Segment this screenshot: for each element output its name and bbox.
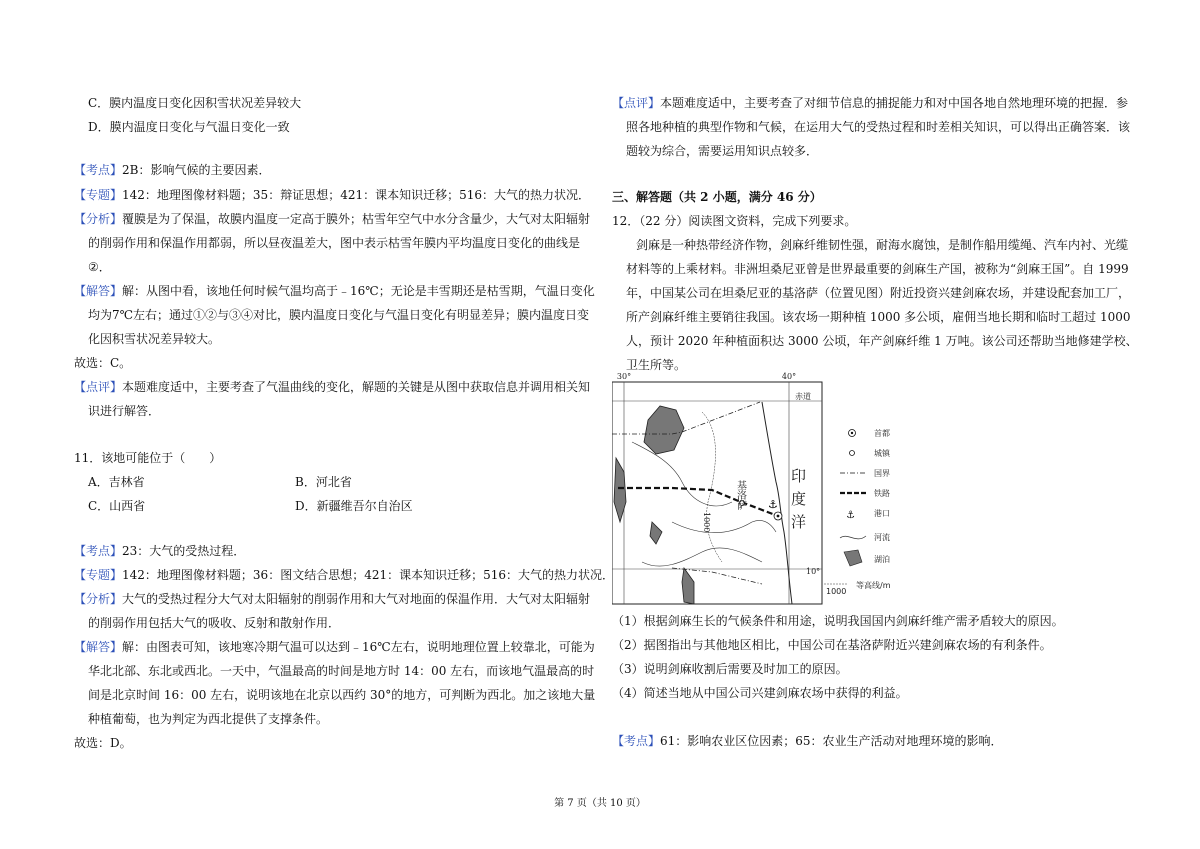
legend-town-symbol bbox=[850, 451, 855, 456]
q11-option-b: B．河北省 bbox=[295, 475, 352, 489]
central-railway bbox=[618, 488, 778, 516]
q12-sub3: （3）说明剑麻收割后需要及时加工的原因。 bbox=[612, 662, 848, 676]
q11-kaodian bbox=[74, 542, 245, 560]
q11-jieda bbox=[74, 638, 595, 656]
q11-jieda-line2: 华北北部、东北或西北。一天中，气温最高的时间是地方时 14：00 左右，而该地气温最高的时 bbox=[88, 664, 595, 678]
q12-para-line6: 卫生所等。 bbox=[626, 358, 687, 372]
jieda-tag: 【解答】 bbox=[74, 284, 123, 298]
label-equator: 赤道 bbox=[795, 392, 811, 401]
q10-option-c: C．膜内温度日变化因积雪状况差异较大 bbox=[88, 96, 302, 110]
dianping-text-1: 本题难度适中，主要考查了对细节信息的捕捉能力和对中国各地自然地理环境的把握．参 bbox=[660, 96, 1129, 110]
port-icon: ⚓ bbox=[768, 498, 778, 511]
q11-dianping-line2: 照各地种植的典型作物和气候，在运用大气的受热过程和时差相关知识，可以得出正确答案．该 bbox=[626, 120, 1131, 134]
legend-border: 国界 bbox=[874, 469, 890, 478]
q12-sub1: （1）根据剑麻生长的气候条件和用途，说明我国国内剑麻纤维产需矛盾较大的原因。 bbox=[612, 614, 1064, 628]
q12-sub2: （2）据图指出与其他地区相比，中国公司在基洛萨附近兴建剑麻农场的有利条件。 bbox=[612, 638, 1052, 652]
kaodian-text: 61：影响农业区位因素；65：农业生产活动对地理环境的影响． bbox=[660, 734, 1003, 748]
q11-option-c: C．山西省 bbox=[88, 499, 146, 513]
lake-malawi bbox=[682, 568, 694, 604]
q12-para-line4: 所产剑麻纤维主要销往我国。该农场一期种植 1000 多公顷，雇佣当地长期和临时工超过 1000 bbox=[626, 310, 1131, 324]
label-contour-1000: 1000 bbox=[702, 512, 711, 533]
dianping-tag: 【点评】 bbox=[612, 96, 661, 110]
q10-zhuanti bbox=[74, 186, 590, 204]
zhuanti-text: 142：地理图像材料题；36：图文结合思想；421：课本知识迁移；516：大气的热力状况． bbox=[122, 568, 615, 582]
q11-fenxi bbox=[74, 590, 590, 608]
label-indian-ocean: 印度洋 bbox=[789, 468, 807, 537]
zhuanti-text: 142：地理图像材料题；35：辩证思想；421：课本知识迁移；516：大气的热力状况． bbox=[122, 188, 591, 202]
q10-jieda-line3: 化因积雪状况差异较大。 bbox=[88, 332, 221, 346]
section-heading: 三、解答题（共 2 小题，满分 46 分） bbox=[612, 190, 822, 204]
q10-option-d: D．膜内温度日变化与气温日变化一致 bbox=[88, 120, 290, 134]
q10-jieda-line2: 均为7℃左右；通过①②与③④对比，膜内温度日变化与气温日变化有明显差异；膜内温度日变 bbox=[88, 308, 590, 322]
q10-dianping bbox=[74, 378, 590, 396]
q12-sub4: （4）简述当地从中国公司兴建剑麻农场中获得的利益。 bbox=[612, 686, 908, 700]
kaodian-tag: 【考点】 bbox=[74, 163, 123, 177]
legend-town: 城镇 bbox=[874, 449, 890, 458]
q11-option-a: A．吉林省 bbox=[88, 475, 145, 489]
q10-dianping-line2: 识进行解答． bbox=[88, 404, 161, 418]
legend-lake: 湖泊 bbox=[874, 555, 890, 564]
fenxi-text-1: 大气的受热过程分大气对太阳辐射的削弱作用和大气对地面的保温作用．大气对太阳辐射 bbox=[122, 592, 591, 606]
fenxi-tag: 【分析】 bbox=[74, 592, 123, 606]
legend-contour: 等高线/m bbox=[856, 581, 891, 590]
label-lat-10: 10° bbox=[806, 567, 821, 576]
dianping-tag: 【点评】 bbox=[74, 380, 123, 394]
tanzania-map bbox=[612, 372, 902, 606]
river-2 bbox=[672, 520, 776, 532]
q11-dianping-line3: 题较为综合，需要运用知识点较多． bbox=[626, 144, 819, 158]
q11-dianping bbox=[612, 94, 1128, 112]
legend-port: 港口 bbox=[874, 509, 890, 518]
legend-railway: 铁路 bbox=[874, 489, 890, 498]
map-legend bbox=[824, 428, 891, 596]
q11-fenxi-line2: 的削弱作用包括大气的吸收、反射和散射作用． bbox=[88, 616, 341, 630]
q11-stem: 11．该地可能位于（ ） bbox=[74, 451, 222, 465]
fenxi-text-1: 覆膜是为了保温，故膜内温度一定高于膜外；枯雪年空气中水分含量少，大气对太阳辐射 bbox=[122, 212, 591, 226]
legend-lake-symbol bbox=[844, 550, 862, 566]
q12-para-line3: 年，中国某公司在坦桑尼亚的基洛萨（位置见图）附近投资兴建剑麻农场，并建设配套加工厂， bbox=[626, 286, 1131, 300]
legend-contour-value: 1000 bbox=[826, 587, 847, 596]
q10-answer: 故选：C。 bbox=[74, 356, 132, 370]
page-footer: 第 7 页（共 10 页） bbox=[554, 798, 646, 809]
q11-jieda-line3: 间是北京时间 16：00 左右，说明该地在北京以西约 30°的地方，可判断为西北。加之该地大量 bbox=[88, 688, 596, 702]
jieda-text-1: 解：从图中看，该地任何时候气温均高于﹣16℃；无论是丰雪期还是枯雪期，气温日变化 bbox=[122, 284, 595, 298]
kaodian-tag: 【考点】 bbox=[612, 734, 661, 748]
jieda-tag: 【解答】 bbox=[74, 640, 123, 654]
zhuanti-tag: 【专题】 bbox=[74, 568, 123, 582]
q11-option-d: D．新疆维吾尔自治区 bbox=[295, 499, 413, 513]
fenxi-tag: 【分析】 bbox=[74, 212, 123, 226]
q12-para-line5: 人，预计 2020 年种植面积达 3000 公顷，年产剑麻纤维 1 万吨。该公司还帮助当地修建学校、 bbox=[626, 334, 1138, 348]
legend-capital: 首都 bbox=[874, 429, 890, 438]
river-3 bbox=[642, 548, 762, 566]
river-1 bbox=[632, 442, 732, 506]
capital-dot bbox=[777, 515, 780, 518]
q12-para-line2: 材料等的上乘材料。非洲坦桑尼亚曾是世界最重要的剑麻生产国，被称为“剑麻王国”。自 1999 bbox=[626, 262, 1129, 276]
legend-capital-dot bbox=[851, 432, 853, 434]
contour-1000 bbox=[702, 412, 722, 562]
q11-answer: 故选：D。 bbox=[74, 736, 132, 750]
jieda-text-1: 解：由图表可知，该地寒冷期气温可以达到﹣16℃左右，说明地理位置上较靠北，可能为 bbox=[122, 640, 595, 654]
legend-river: 河流 bbox=[874, 533, 890, 542]
q11-jieda-line4: 种植葡萄，也为判定为西北提供了支撑条件。 bbox=[88, 712, 329, 726]
border-north bbox=[612, 402, 760, 434]
q10-jieda bbox=[74, 282, 595, 300]
kaodian-tag: 【考点】 bbox=[74, 544, 123, 558]
q10-fenxi bbox=[74, 210, 590, 228]
kaodian-text: 2B：影响气候的主要因素． bbox=[122, 163, 271, 177]
legend-river-symbol bbox=[840, 536, 866, 539]
q11-zhuanti bbox=[74, 566, 614, 584]
label-lon-30: 30° bbox=[616, 372, 632, 381]
q10-fenxi-line3: ②． bbox=[88, 260, 111, 274]
q12-para-line1: 剑麻是一种热带经济作物，剑麻纤维韧性强，耐海水腐蚀，是制作船用缆绳、汽车内衬、光缆 bbox=[636, 238, 1129, 252]
kaodian-text: 23：大气的受热过程． bbox=[122, 544, 246, 558]
q12-kaodian bbox=[612, 732, 1003, 750]
q10-kaodian bbox=[74, 161, 270, 179]
label-lon-40: 40° bbox=[781, 372, 797, 381]
lake-victoria bbox=[644, 406, 684, 454]
legend-port-icon: ⚓ bbox=[846, 510, 855, 521]
lake-rukwa bbox=[650, 522, 662, 544]
dianping-text-1: 本题难度适中，主要考查了气温曲线的变化，解题的关键是从图中获取信息并调用相关知 bbox=[122, 380, 591, 394]
q10-fenxi-line2: 的削弱作用和保温作用都弱，所以昼夜温差大，图中表示枯雪年膜内平均温度日变化的曲线是 bbox=[88, 236, 581, 250]
q12-stem: 12．（22 分）阅读图文资料，完成下列要求。 bbox=[612, 214, 857, 228]
label-kilosa: 基洛萨 bbox=[734, 480, 746, 510]
zhuanti-tag: 【专题】 bbox=[74, 188, 123, 202]
